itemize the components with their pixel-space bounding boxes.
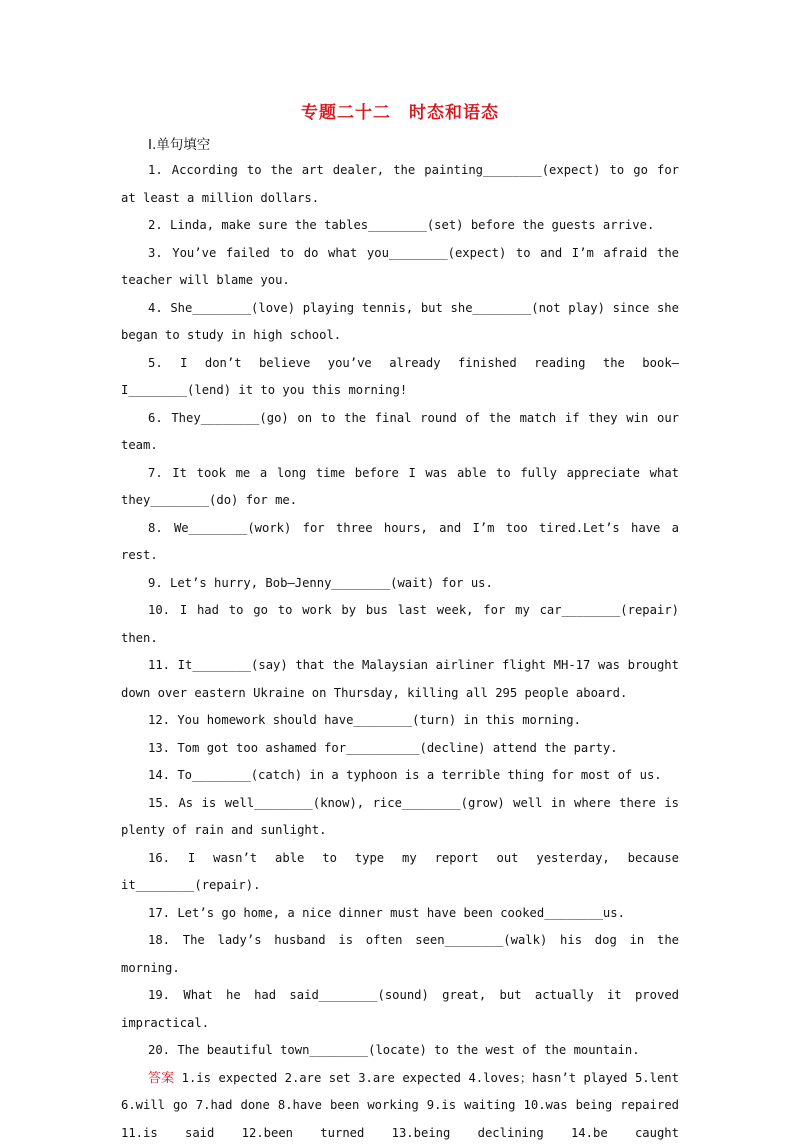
question-item: 14. To________(catch) in a typhoon is a terrible thing for most of us. <box>121 762 679 790</box>
question-item: 9. Let’s hurry, Bob—Jenny________(wait) for us. <box>121 570 679 598</box>
question-item: 6. They________(go) on to the final round of the match if they win our team. <box>121 405 679 460</box>
answer-key <box>121 1065 679 1147</box>
section-heading: Ⅰ.单句填空 <box>148 133 210 153</box>
question-item: 20. The beautiful town________(locate) to the west of the mountain. <box>121 1037 679 1065</box>
question-list <box>121 157 679 1147</box>
answer-label: 答案 <box>148 1071 174 1086</box>
question-item: 16. I wasn’t able to type my report out yesterday, because it________(repair). <box>121 845 679 900</box>
question-item: 19. What he had said________(sound) great, but actually it proved impractical. <box>121 982 679 1037</box>
answer-text: 1.is expected 2.are set 3.are expected 4.loves；hasn’t played 5.lent 6.will go 7.had done 8.have been working 9.is waiting 10.was being repaired 11.is said 12.been turned 13.being declining 14.be caught <box>121 1071 679 1140</box>
question-item: 15. As is well________(know), rice________(grow) well in where there is plenty of rain and sunlight. <box>121 790 679 845</box>
question-item: 5. I don’t believe you’ve already finished reading the book—I________(lend) it to you this morning! <box>121 350 679 405</box>
question-item: 17. Let’s go home, a nice dinner must have been cooked________us. <box>121 900 679 928</box>
question-item: 18. The lady’s husband is often seen________(walk) his dog in the morning. <box>121 927 679 982</box>
question-item: 4. She________(love) playing tennis, but she________(not play) since she began to study in high school. <box>121 295 679 350</box>
question-item: 1. According to the art dealer, the painting________(expect) to go for at least a million dollars. <box>121 157 679 212</box>
question-item: 3. You’ve failed to do what you________(expect) to and I’m afraid the teacher will blame you. <box>121 240 679 295</box>
question-item: 11. It________(say) that the Malaysian airliner flight MH-17 was brought down over eastern Ukraine on Thursday, killing all 295 people aboard. <box>121 652 679 707</box>
document-title: 专题二十二 时态和语态 <box>0 98 800 123</box>
question-item: 7. It took me a long time before I was able to fully appreciate what they________(do) for me. <box>121 460 679 515</box>
question-item: 8. We________(work) for three hours, and I’m too tired.Let’s have a rest. <box>121 515 679 570</box>
question-item: 13. Tom got too ashamed for__________(decline) attend the party. <box>121 735 679 763</box>
question-item: 12. You homework should have________(turn) in this morning. <box>121 707 679 735</box>
question-item: 2. Linda, make sure the tables________(set) before the guests arrive. <box>121 212 679 240</box>
question-item: 10. I had to go to work by bus last week, for my car________(repair) then. <box>121 597 679 652</box>
